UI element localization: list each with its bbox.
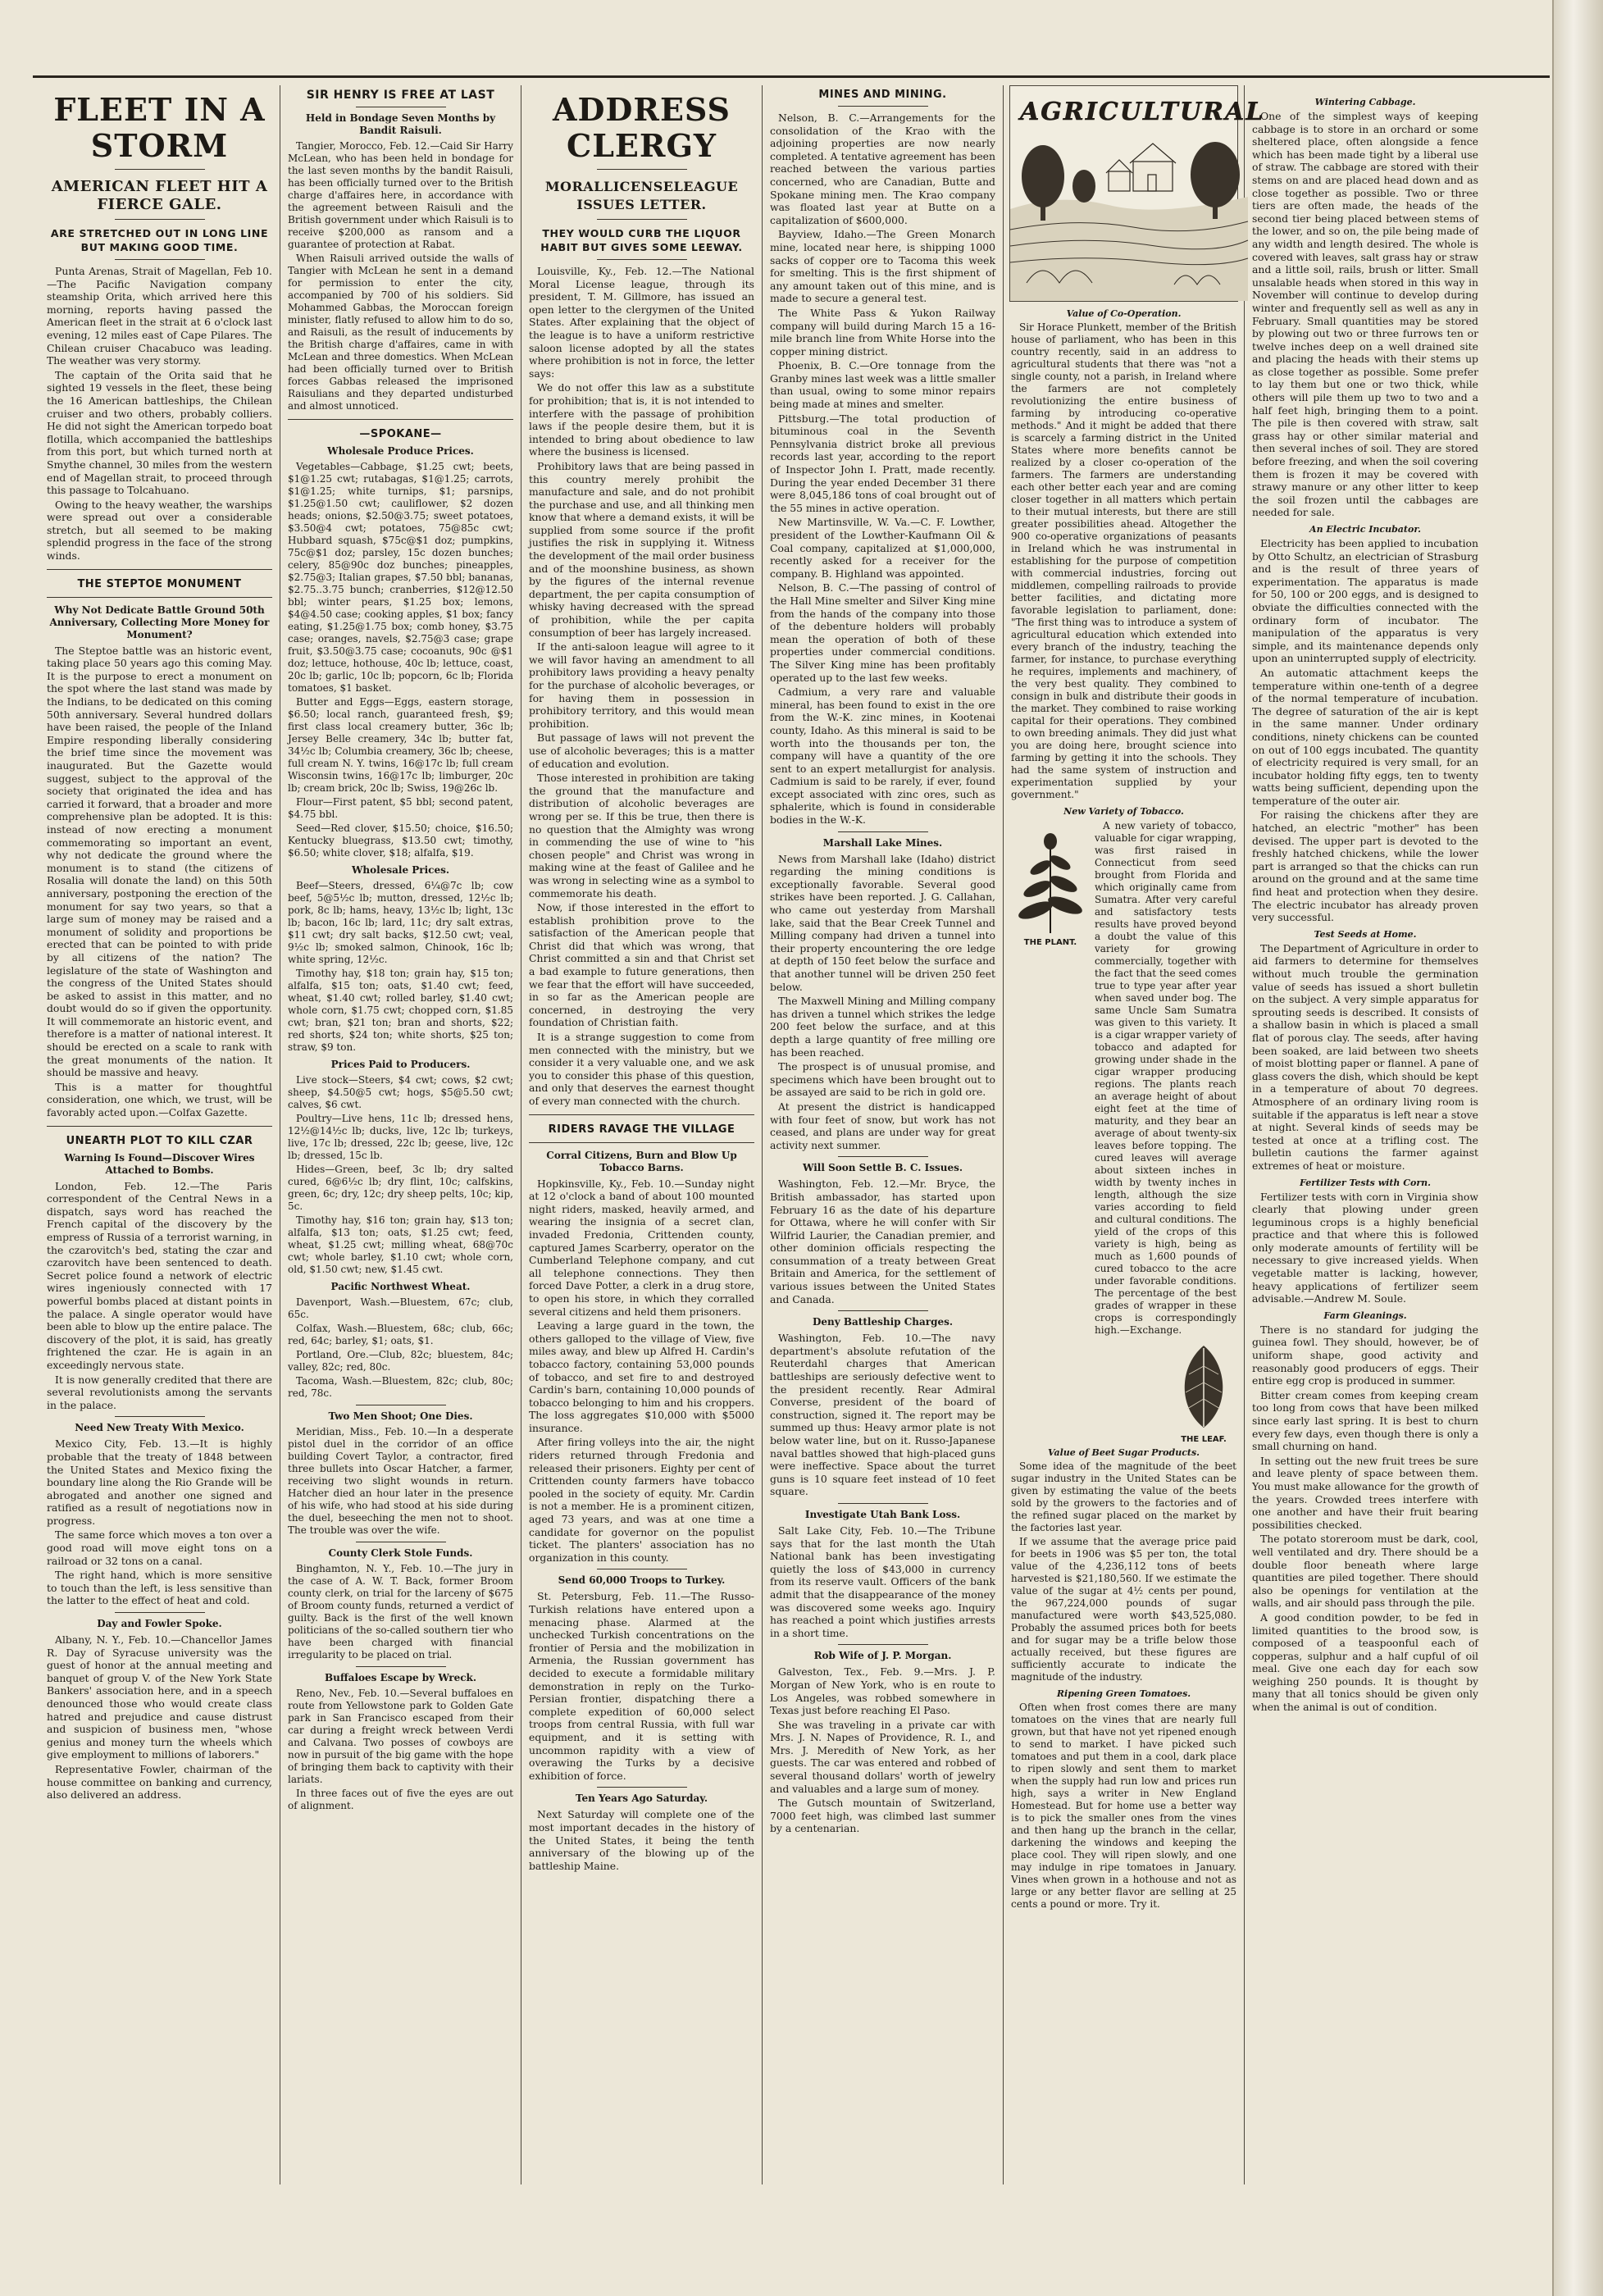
article-paragraph: Leaving a large guard in the town, the others galloped to the village of View, five miles away, and blew up Alfred H. Cardin's tobacco factory, containing 53,000 pounds of tobacco, and set fire to and destroyed Cardin's barn, containing 10,000 pounds of tobacco belonging to him and his croppers. The loss aggregates $10,000 with $5000 insurance. <box>529 1319 754 1434</box>
article-paragraph: This is a matter for thoughtful consideration, one which, we trust, will be favorably acted upon.—Colfax Gazette. <box>47 1080 272 1119</box>
divider <box>838 1310 928 1311</box>
article-paragraph: There is no standard for judging the guinea fowl. They should, however, be of uniform shape, good activity and reasonably good producers of eggs. Their entire egg crop is produced in summer. <box>1252 1323 1478 1387</box>
headline-gleanings: Farm Gleanings. <box>1323 1310 1407 1321</box>
article-paragraph: Some idea of the magnitude of the beet sugar industry in the United States can be given by estimating the value of the beets sold by the growers to the factories and of the refined sugar placed on the market by the factories last year. <box>1011 1460 1236 1533</box>
article-paragraph: Salt Lake City, Feb. 10.—The Tribune says that for the last month the Utah National bank has been investigating quietly the loss of $43,000 in currency from its reserve vault. Officers of the bank admit that the disappearance of the money was discovered some weeks ago. Inquiry has reached a point which justifies arrests in a short time. <box>770 1524 995 1639</box>
divider <box>529 1114 754 1115</box>
article-paragraph: The Department of Agriculture in order to aid farmers to determine for themselves without much trouble the germination value of seeds has issued a short bulletin on the subject. A very simple apparatus for sprouting seeds is described. It consists of a shallow basin in which is placed a small flat of porous clay. The seeds, after having been soaked, are laid between two sheets of moist blotting paper or flannel. A pane of glass covers the dish, which should be kept in a temperature of about 70 degrees. Atmosphere of an ordinary living room is suitable if the apparatus is left near a stove at night. Several kinds of seeds may be tested at once at a trifling cost. The bulletin cautions the farmer against extremes of heat or moisture. <box>1252 941 1478 1172</box>
market-paragraph: Timothy hay, $16 ton; grain hay, $13 ton; alfalfa, $13 ton; oats, $1.25 cwt; feed, wheat, $1.25 cwt; milling wheat, 68@70c cwt; whole barley, $1.10 cwt; whole corn, old, $1.50 cwt; new, $1.45 cwt. <box>288 1214 513 1275</box>
article-paragraph: The Gutsch mountain of Switzerland, 7000 feet high, was climbed last summer by a centenarian. <box>770 1797 995 1835</box>
article-paragraph: Those interested in prohibition are taking the ground that the manufacture and distribution of alcoholic beverages are wrong per se. If this be true, then there is no question that the Almighty was wrong in commending the use of wine to "his chosen people" and Christ was wrong in making wine at the feast of Galilee and he was wrong in selecting wine as a symbol to commemorate his death. <box>529 772 754 900</box>
divider <box>356 1666 446 1667</box>
headline-morgan: Rob Wife of J. P. Morgan. <box>813 1650 952 1662</box>
article-paragraph: Prohibitory laws that are being passed in this country merely prohibit the manufacture and sale, and do not prohibit the purchase and use, and all thinking men know that where a demand exists, it will be supplied from some source if the profit justifies the risk in supplying it. Witness the development of the mail order business and of the moonshine business, as shown by the figures of the internal revenue department, the per capita consumption of whisky having decreased with the spread of prohibition, while the per capita consumption of beer has largely increased. <box>529 459 754 639</box>
article-paragraph: Washington, Feb. 10.—The navy department's absolute refutation of the Reuterdahl charges that American battleships are seriously defective went to the president recently. Rear Admiral Converse, president of the board of construction, signed it. The report may be summed up thus: Heavy armor plate is not below water line, but on it. Russo-Japanese naval battles showed that high-placed guns were ineffective. Space about the turret guns is 10 square feet instead of 10 feet square. <box>770 1332 995 1498</box>
article-paragraph: It is now generally credited that there are several revolutionists among the servants in the palace. <box>47 1373 272 1411</box>
market-paragraph: Portland, Ore.—Club, 82c; bluestem, 84c; valley, 82c; red, 80c. <box>288 1349 513 1373</box>
column-4 <box>763 85 1004 2184</box>
headline-seeds: Test Seeds at Home. <box>1314 928 1417 940</box>
column-3 <box>521 85 763 2184</box>
divider <box>597 219 687 220</box>
headline-fowler: Day and Fowler Spoke. <box>97 1618 222 1630</box>
divider <box>115 169 205 170</box>
tobacco-leaf-figure <box>1171 1342 1236 1444</box>
masthead-title: AGRICULTURAL <box>1020 98 1265 126</box>
tobacco-plant-figure <box>1011 820 1090 947</box>
deck-spokane: Wholesale Produce Prices. <box>327 445 474 457</box>
article-paragraph: Louisville, Ky., Feb. 12.—The National Moral License league, through its president, T. M. Gillmore, has issued an open letter to the clergymen of the United States. After explaining that the object of the league is to have a uniform restrictive saloon license adopted by all the states where prohibition is not in force, the letter says: <box>529 265 754 380</box>
divider <box>838 1156 928 1157</box>
divider <box>115 1416 205 1417</box>
headline-mines: MINES AND MINING. <box>818 89 947 101</box>
headline-bc-issues: Will Soon Settle B. C. Issues. <box>802 1162 963 1174</box>
divider <box>115 1612 205 1613</box>
article-paragraph: When Raisuli arrived outside the walls of Tangier with McLean he sent in a demand for permission to enter the city, accompanied by 700 of his soldiers. Sid Mohammed Gabbas, the Moroccan foreign minister, flatly refused to allow him to do so, and Raisuli, as the result of inducements by the British charge d'affaires, came in with McLean and three domestics. When McLean had been officially turned over to British forces Gabbas released the imprisoned Raisulians and they departed undisturbed and almost unnoticed. <box>288 253 513 412</box>
headline-czar: UNEARTH PLOT TO KILL CZAR <box>66 1134 253 1147</box>
article-paragraph: Now, if those interested in the effort to establish prohibition prove to the satisfaction of the American people that Christ did that which was wrong, that Christ committed a sin and that Christ set a bad example to future generations, then we fear that the effort will have succeeded, in so far as the American people are concerned, in destroying the very foundation of Christian faith. <box>529 901 754 1029</box>
article-paragraph: But passage of laws will not prevent the use of alcoholic beverages; this is a matter of education and evolution. <box>529 731 754 770</box>
article-paragraph: Sir Horace Plunkett, member of the British house of parliament, who has been in this country recently, said in an address to agricultural students that there was "not a single county, not a parish, in Ireland where the farmers are not completely revolutionizing the entire business of farming by introducing co-operative methods." And it might be added that there is scarcely a farming district in the United States where more benefits cannot be realized by a closer co-operation of the farmers. The farmers are understanding each other better each year and are coming closer together in all matters which pertain to their mutual interests, but there are still greater possibilities ahead. Altogether the 900 co-operative organizations of peasants in Ireland which he was instrumental in establishing for the purpose of competition with commercial industries, forcing out middlemen, compelling railroads to provide better facilities, and dictating more favorable legislation to parliament, done: "The first thing was to introduce a system of agricultural education which extended into every branch of the industry, teaching the farmer, for instance, to purchase everything he requires, implements and machinery, of the very best quality. They combined to consign in bulk and distribute their goods in the market. They combined to raise working capital for their operations. They combined to own breeding animals. They did just what you are doing here, brought science into farming by getting it into the schools. They had the same system of instruction and experimentation supplied by your government." <box>1011 321 1236 800</box>
article-paragraph: Binghamton, N. Y., Feb. 10.—The jury in the case of A. W. T. Back, former Broom county clerk, on trial for the larceny of $675 of Broom county funds, returned a verdict of guilty. Back is the first of the well known politicians of the so-called southern tier who have been charged with financial irregularity to be placed on trial. <box>288 1563 513 1660</box>
divider <box>115 259 205 260</box>
article-paragraph: The right hand, which is more sensitive to touch than the left, is less sensitive than the latter to the effect of heat and cold. <box>47 1569 272 1607</box>
market-paragraph: Hides—Green, beef, 3c lb; dry salted cured, 6@6½c lb; dry flint, 10c; calfskins, green, 6c; dry, 12c; dry sheep pelts, 10c; kip, 5c. <box>288 1164 513 1212</box>
deck-fleet-1: AMERICAN FLEET HIT A FIERCE GALE. <box>51 178 268 213</box>
article-paragraph: In setting out the new fruit trees be sure and leave plenty of space between them. You must make allowance for the growth of the years. Crowded trees interfere with one another and have their fruit bearing possibilities checked. <box>1252 1454 1478 1531</box>
article-paragraph: A new variety of tobacco, valuable for cigar wrapping, was first raised in Connecticut from seed brought from Florida and which originally came from Sumatra. After very careful and satisfactory tests results have proved beyond a doubt the value of this variety for growing commercially, together with the fact that the seed comes true to type year after year when saved under bog. The same Uncle Sam Sumatra was given to this variety. It is a cigar wrapper variety of tobacco and adapted for growing under shade in the cigar wrapper producing regions. The plants reach an average height of about eight feet at the time of maturity, and they bear an average of about twenty-six leaves before topping. The cured leaves will average about sixteen inches in width by twenty inches in length, although the size varies according to field and cultural conditions. The yield of the crops of this variety is high, being as much as 1,600 pounds of cured tobacco to the acre under favorable conditions. The percentage of the best grades of wrapper in these crops is correspondingly high.—Exchange. <box>1095 820 1236 1336</box>
article-paragraph: New Martinsville, W. Va.—C. F. Lowther, president of the Lowther-Kaufmann Oil & Coal company, capitalized at $1,000,000, recently asked for a receiver for the company. B. Highland was appointed. <box>770 516 995 580</box>
article-paragraph: The captain of the Orita said that he sighted 19 vessels in the fleet, these being the 16 American battleships, the Chilean cruiser and two others, probably colliers. He did not sight the American torpedo boat flotilla, which accompanied the battleships from this port, but which turned north at Smythe channel, 30 miles from the western end of Magellan strait, to proceed through this passage to Tolcahuano. <box>47 368 272 497</box>
article-paragraph: Next Saturday will complete one of the most important decades in the history of the United States, it being the tenth anniversary of the blowing up of the battleship Maine. <box>529 1808 754 1872</box>
headline-ten-years: Ten Years Ago Saturday. <box>575 1793 708 1805</box>
deck-producers: Prices Paid to Producers. <box>330 1059 471 1070</box>
headline-mexico: Need New Treaty With Mexico. <box>75 1422 244 1434</box>
headline-clerk: County Clerk Stole Funds. <box>328 1547 473 1559</box>
article-paragraph: Phoenix, B. C.—Ore tonnage from the Granby mines last week was a little smaller than usual, owing to some minor repairs being made at mines and smelter. <box>770 359 995 411</box>
page-binding-edge <box>1552 0 1603 2296</box>
market-paragraph: Flour—First patent, $5 bbl; second patent, $4.75 bbl. <box>288 796 513 820</box>
headline-spokane: —SPOKANE— <box>359 428 442 440</box>
caption-plant: THE PLANT. <box>1023 938 1077 947</box>
headline-fleet: FLEET IN A STORM <box>53 91 266 164</box>
article-paragraph: The Maxwell Mining and Milling company has driven a tunnel which strikes the ledge 200 feet below the surface, and at this depth a large quantity of free milling ore has been reached. <box>770 995 995 1059</box>
headline-tobacco: New Variety of Tobacco. <box>1063 806 1184 817</box>
article-paragraph: Bayview, Idaho.—The Green Monarch mine, located near here, is shipping 1000 sacks of copper ore to Tacoma this week for smelting. This is the first shipment of any amount taken out of this mine, and is made to secure a general test. <box>770 228 995 305</box>
headline-cabbage: Wintering Cabbage. <box>1314 97 1416 107</box>
article-paragraph: Mexico City, Feb. 13.—It is highly probable that the treaty of 1848 between the United States and Mexico fixing the boundary line along the Rio Grande will be abrogated and another one signed and ratified as a result of negotiations now in progress. <box>47 1437 272 1527</box>
deck-clergy-2: THEY WOULD CURB THE LIQUOR HABIT BUT GIVES SOME LEEWAY. <box>540 227 743 253</box>
article-paragraph: Tangier, Morocco, Feb. 12.—Caid Sir Harry McLean, who has been held in bondage for the last seven months by the bandit Raisuli, has been officially turned over to the British charge d'affaires here, in accordance with the agreement between Raisuli and the British government under which Raisuli is to receive $200,000 as ransom and a guarantee of protection at Rabat. <box>288 140 513 250</box>
divider <box>47 1126 272 1127</box>
divider <box>838 1644 928 1645</box>
headline-buffalo: Buffaloes Escape by Wreck. <box>324 1672 477 1683</box>
divider <box>115 219 205 220</box>
article-paragraph: Bitter cream comes from keeping cream too long from cows that have been milked since early last spring. It is best to churn every few days, even though there is only a small churning on hand. <box>1252 1388 1478 1453</box>
article-paragraph: The same force which moves a ton over a good road will move eight tons on a railroad or 32 tons on a canal. <box>47 1528 272 1567</box>
article-paragraph: The White Pass & Yukon Railway company will build during March 15 a 16-mile branch line from White Horse into the copper mining district. <box>770 306 995 358</box>
deck-steptoe: Why Not Dedicate Battle Ground 50th Anniversary, Collecting More Money for Monument? <box>49 604 270 640</box>
headline-steptoe: THE STEPTOE MONUMENT <box>77 577 242 590</box>
headline-battleship: Deny Battleship Charges. <box>812 1316 954 1328</box>
article-paragraph: Galveston, Tex., Feb. 9.—Mrs. J. P. Morgan of New York, who is en route to Los Angeles, was robbed somewhere in Texas just before reaching El Paso. <box>770 1665 995 1717</box>
article-paragraph: Owing to the heavy weather, the warships were spread out over a considerable stretch, but all seemed to be making splendid progress in the face of the strong winds. <box>47 498 272 563</box>
tobacco-leaf-icon <box>1171 1342 1236 1432</box>
market-paragraph: Poultry—Live hens, 11c lb; dressed hens, 12½@14½c lb; ducks, live, 12c lb; turkeys, live, 17c lb; dressed, 22c lb; geese, live, 12c lb; dressed, 15c lb. <box>288 1113 513 1161</box>
article-paragraph: The Steptoe battle was an historic event, taking place 50 years ago this coming May. It is the purpose to erect a monument on the spot where the last stand was made by the Indians, to be dedicated on this coming 50th anniversary. Several hundred dollars have been raised, the people of the Inland Empire responding liberally considering the brief time since the movement was inaugurated. But the Gazette would suggest, subject to the approval of the society that originated the idea and has carried it forward, that a broader and more comprehensive plan be adopted. It is this: instead of now erecting a monument commemorating so important an event, why not dedicate the ground where the monument is to stand (the citizens of Rosalia will donate the land) on this 50th anniversary, postponing the erection of the monument for say two years, so that a large sum of money may be raised and a monument of solidity and proportions be erected that can be pointed to with pride by all citizens of the nation? The legislature of the state of Washington and the congress of the United States should be asked to assist in this matter, and no doubt would do so if given the opportunity. It will commemorate an historic event, and therefore is a matter of national interest. It should be erected on a scale to rank with the great monuments of the nation. It should be massive and heavy. <box>47 644 272 1079</box>
article-paragraph: The prospect is of unusual promise, and specimens which have been brought out to be assayed are said to be rich in gold ore. <box>770 1060 995 1099</box>
article-paragraph: Representative Fowler, chairman of the house committee on banking and currency, also delivered an address. <box>47 1762 272 1802</box>
headline-utah: Investigate Utah Bank Loss. <box>804 1508 961 1520</box>
article-paragraph: We do not offer this law as a substitute for prohibition; that is, it is not intended to interfere with the passage of prohibition laws if the people desire them, but it is intended to bring about obedience to law where the business is licensed. <box>529 381 754 458</box>
headline-cooperation: Value of Co-Operation. <box>1066 308 1182 319</box>
article-paragraph: One of the simplest ways of keeping cabbage is to store in an orchard or some sheltered place, often alongside a fence which has been made tight by a liberal use of straw. The cabbage are stored with their stems on and are placed head down and as close together as possible. Two or three tiers are often made, the heads of the second tier being placed between stems of the lower, and so on, the pile being made of any width and length desired. The whole is covered with leaves, salt grass hay or straw and a little soil, rails, brush or litter. Small unsalable heads when stored in this way in November will continue to develop during winter and frequently sell as well as any in February. Small quantities may be stored by plowing out two or three furrows ten or twelve inches deep on a well drained site and placing the heads with their stems up as close together as possible. Some prefer to lay them but one or two thick, while others will pile them up two to two and a half feet high, bringing them to a point. The pile is then covered with straw, salt grass hay or other similar material and then several inches of soil. They are stored before freezing, and when the soil covering them is frozen it may be covered with strawy manure or any other litter to keep the soil frozen until the cabbages are needed for sale. <box>1252 110 1478 519</box>
headline-sir-henry: SIR HENRY IS FREE AT LAST <box>306 89 495 102</box>
caption-leaf: THE LEAF. <box>1181 1435 1227 1444</box>
article-paragraph: St. Petersburg, Feb. 11.—The Russo-Turkish relations have entered upon a menacing phase. Alarmed at the unchecked Turkish concentrations on the frontier of Persia and the mobilization in Armenia, the Russian government has decided to execute a formidable military demonstration in reply on the Turko-Persian frontier, dispatching there a complete expedition of 60,000 select troops from central Russia, with full war equipment, and it is setting with uncommon rapidity with a view of overawing the Turks by a decisive exhibition of force. <box>529 1590 754 1782</box>
headline-beet-sugar: Value of Beet Sugar Products. <box>1047 1447 1200 1458</box>
article-paragraph: Albany, N. Y., Feb. 10.—Chancellor James R. Day of Syracuse university was the guest of honor at the annual meeting and banquet of group V. of the New York State Bankers' association here, and in a speech denounced those who would create class hatred and prejudice and cause distrust and suspicion of business men, "whose genius and money turn the wheels which give employment to millions of laborers." <box>47 1633 272 1761</box>
deck-riders: Corral Citizens, Burn and Blow Up Tobacco Barns. <box>546 1149 737 1173</box>
tobacco-figures <box>1011 820 1236 1338</box>
column-1 <box>39 85 280 2184</box>
divider <box>47 569 272 570</box>
column-layout <box>39 85 1548 2184</box>
deck-fleet-2: ARE STRETCHED OUT IN LONG LINE BUT MAKING GOOD TIME. <box>50 227 269 253</box>
market-paragraph: Beef—Steers, dressed, 6¼@7c lb; cow beef, 5@5½c lb; mutton, dressed, 12½c lb; pork, 8c lb; hams, heavy, 13½c lb; light, 13c lb; bacon, 16c lb; lard, 11c; dry salt extras, $11 cwt; dry salt backs, $12.50 cwt; veal, 9½c lb; smoked salmon, Chinook, 16c lb; white spring, 12½c. <box>288 880 513 965</box>
article-paragraph: At present the district is handicapped with four feet of snow, but work has not ceased, and plans are under way for great activity next summer. <box>770 1100 995 1151</box>
article-paragraph: Meridian, Miss., Feb. 10.—In a desperate pistol duel in the corridor of an office building Covert Taylor, a contractor, fired three bullets into Oscar Hatcher, a farmer, receiving two slight wounds in return. Hatcher died an hour later in the presence of his wife, who had stood at his side during the duel, beseeching the men not to shoot. The trouble was over the wife. <box>288 1426 513 1536</box>
article-paragraph: London, Feb. 12.—The Paris correspondent of the Central News in a dispatch, says word has reached the French capital of the discovery by the empress of Russia of a terrorist warning, in the czarovitch's bed, stating the czar and czarovitch have been sentenced to death. Secret police found a network of electric wires ingeniously connected with 17 powerful bombs placed at distant points in the palace. A single operator would have been able to blow up the entire palace. The discovery of the plot, it is said, has greatly frightened the czar. He is again in an exceedingly nervous state. <box>47 1179 272 1371</box>
article-paragraph: It is a strange suggestion to come from men connected with the ministry, but we consider it a very valuable one, and we ask you to consider this phase of this question, and only that deserves the earnest thought of every man connected with the church. <box>529 1031 754 1107</box>
divider <box>597 169 687 170</box>
divider <box>838 1503 928 1504</box>
headline-fertilizer: Fertilizer Tests with Corn. <box>1300 1177 1431 1188</box>
article-paragraph: She was traveling in a private car with Mrs. J. N. Napes of Providence, R. I., and Mrs. J. Meredith of New York, as her guests. The car was entered and robbed of several thousand dollars' worth of jewelry and valuables and a large sum of money. <box>770 1718 995 1795</box>
headline-shoot: Two Men Shoot; One Dies. <box>328 1410 473 1422</box>
article-paragraph: A good condition powder, to be fed in limited quantities to the brood sow, is composed of a teaspoonful each of copperas, sulphur and a half cupful of oil meal. Give one each day for each sow weighing 250 pounds. It is thought by many that all tonics should be given only when the animal is out of condition. <box>1252 1610 1478 1714</box>
article-paragraph: If the anti-saloon league will agree to it we will favor having an amendment to all prohibitory laws providing a heavy penalty for the purchase of alcoholic beverages, or for having them in possession in prohibitory territory, and this would mean prohibition. <box>529 640 754 730</box>
article-paragraph: The potato storeroom must be dark, cool, well ventilated and dry. There should be a double floor beneath where large quantities are piled together. There should also be openings for ventilation at the walls, and air should pass through the pile. <box>1252 1533 1478 1610</box>
article-paragraph: Fertilizer tests with corn in Virginia show clearly that plowing under green leguminous crops is a highly beneficial practice and that where this is followed only moderate amounts of fertility will be necessary to give increased yields. When vegetable matter is lacking, however, heavy applications of fertilizer seem advisable.—Andrew M. Soule. <box>1252 1190 1478 1305</box>
headline-marshall: Marshall Lake Mines. <box>822 836 943 849</box>
headline-tomatoes: Ripening Green Tomatoes. <box>1056 1688 1191 1699</box>
article-paragraph: After firing volleys into the air, the night riders returned through Fredonia and released their prisoners. Eighty per cent of Crittenden county farmers have tobacco pooled in the society of equity. Mr. Cardin is not a member. He is a prominent citizen, aged 73 years, and was at one time a candidate for governor on the populist ticket. The planters' association has no organization in this county. <box>529 1436 754 1564</box>
deck-clergy-1: MORALLICENSELEAGUE ISSUES LETTER. <box>544 179 739 212</box>
market-paragraph: Colfax, Wash.—Bluestem, 68c; club, 66c; red, 64c; barley, $1; oats, $1. <box>288 1323 513 1346</box>
article-paragraph: Washington, Feb. 12.—Mr. Bryce, the British ambassador, has started upon February 16 as the date of his departure for Ottawa, where he will confer with Sir Wilfrid Laurier, the Canadian premier, and other dominion officials respecting the consummation of a treaty between Great Britain and America, for the settlement of various issues between the United States and Canada. <box>770 1178 995 1305</box>
divider <box>838 831 928 832</box>
article-paragraph: Hopkinsville, Ky., Feb. 10.—Sunday night at 12 o'clock a band of about 100 mounted night riders, masked, heavily armed, and wearing the insignia of a secret clan, invaded Fredonia, Crittenden county, captured James Scarberry, operator on the Cumberland Telephone company, and cut all telephone connections. They then forced Dave Potter, a clerk in a drug store, to open his store, in which they corralled several citizens and held them prisoners. <box>529 1177 754 1318</box>
article-paragraph: If we assume that the average price paid for beets in 1906 was $5 per ton, the total value of the 4,236,112 tons of beets harvested is $21,180,560. If we estimate the value of the sugar at 4½ cents per pound, the 967,224,000 pounds of sugar manufactured were worth $43,525,080. Probably the assumed prices both for beets and for sugar may be a trifle below those actually received, but these figures are sufficiently accurate to indicate the magnitude of the industry. <box>1011 1536 1236 1683</box>
deck-wholesale: Wholesale Prices. <box>351 864 450 876</box>
tobacco-plant-icon <box>1011 820 1090 935</box>
article-paragraph: Reno, Nev., Feb. 10.—Several buffaloes en route from Yellowstone park to Golden Gate park in San Francisco escaped from their car during a freight wreck between Verdi and Calvana. Two posses of cowboys are now in pursuit of the big game with the hope of bringing them back to captivity with their lariats. <box>288 1688 513 1785</box>
article-paragraph: Pittsburg.—The total production of bituminous coal in the Seventh Pennsylvania district broke all previous records last year, according to the report of Inspector John I. Pratt, made recently. During the year ended December 31 there were 8,045,186 tons of coal brought out of the 55 mines in active operation. <box>770 412 995 514</box>
agricultural-masthead <box>1009 85 1265 302</box>
divider <box>597 259 687 260</box>
column-5 <box>1004 85 1265 2184</box>
market-paragraph: Vegetables—Cabbage, $1.25 cwt; beets, $1@1.25 cwt; rutabagas, $1@1.25; carrots, $1@1.25; white turnips, $1; parsnips, $1.25@1.50 cwt; cauliflower, $2 dozen heads; onions, $2.50@3.75; sweet potatoes, $3.50@4 cwt; potatoes, 75@85c cwt; Hubbard squash, $75c@$1 doz; pumpkins, 75c@$1 doz; parsley, 15c dozen bunches; celery, 85@90c doz bunches; pineapples, $2.75@3; Italian grapes, $7.50 bbl; bananas, $2.75..3.75 bunch; cranberries, $12@12.50 bbl; winter pears, $1.25 box; lemons, $4@4.50 case; cooking apples, $1 box; fancy eating, $1.25@1.75 box; comb honey, $3.75 case; oranges, navels, $2.75@3 case; grape fruit, $3.50@3.75 case; cocoanuts, 90c @$1 doz; lettuce, hothouse, 40c lb; lettuce, coast, 20c lb; garlic, 10c lb; popcorn, 6c lb; Florida tomatoes, $1 basket. <box>288 461 513 694</box>
market-paragraph: Seed—Red clover, $15.50; choice, $16.50; Kentucky bluegrass, $13.50 cwt; timothy, $6.50; white clover, $18; alfalfa, $19. <box>288 822 513 859</box>
article-paragraph: In three faces out of five the eyes are out of alignment. <box>288 1788 513 1811</box>
article-paragraph: An automatic attachment keeps the temperature within one-tenth of a degree of the normal temperature of incubation. The degree of saturation of the air is kept in the same manner. Under ordinary conditions, ninety chickens can be counted on out of 100 eggs incubated. The quantity of electricity required is very small, for an incubator holding fifty eggs, ten to twenty watts being sufficient, depending upon the temperature of the outer air. <box>1252 666 1478 807</box>
divider <box>288 419 513 420</box>
article-paragraph: Cadmium, a very rare and valuable mineral, has been found to exist in the ore from the W.-K. zinc mines, in Kootenai county, Idaho. As this mineral is said to be worth into the thousands per ton, the company will have a quantity of the ore sent to an expert metallurgist for analysis. Cadmium is said to be rarely, if ever, found except associated with zinc ores, such as sphalerite, which is found in considerable bodies in the W.-K. <box>770 686 995 827</box>
column-6 <box>1245 85 1486 2184</box>
article-paragraph: Nelson, B. C.—The passing of control of the Hall Mine smelter and Silver King mine from the hands of the company into those of the debenture holders will probably mean the operation of both of these properties under commercial conditions. The Silver King mine has been profitably operated up to the last few weeks. <box>770 581 995 684</box>
article-paragraph: For raising the chickens after they are hatched, an electric "mother" has been devised. The upper part is devoted to the freshly hatched chickens, while the lower part is arranged so that the chicks can run around on the ground and at the same time find heat and protection when they desire. The electric incubator has already proven very successful. <box>1252 809 1478 924</box>
headline-wheat: Pacific Northwest Wheat. <box>330 1281 471 1292</box>
headline-riders: RIDERS RAVAGE THE VILLAGE <box>548 1123 735 1136</box>
market-paragraph: Tacoma, Wash.—Bluestem, 82c; club, 80c; red, 78c. <box>288 1375 513 1399</box>
article-paragraph: Often when frost comes there are many tomatoes on the vines that are nearly full grown, but that have not yet ripened enough to send to market. I have picked such tomatoes and put them in a cool, dark place to ripen slowly and sent them to market when the supply had run low and prices run high, says a writer in New England Homestead. But for home use a better way is to pick the smaller ones from the vines and then hang up the branch in the cellar, darkening the windows and keeping the place cool. They will ripen slowly, and one may indulge in ripe tomatoes in January. Vines when grown in a hothouse and not as large or any better flavor are selling at 25 cents a pound or more. Try it. <box>1011 1702 1236 1910</box>
divider <box>47 597 272 598</box>
divider <box>838 106 928 107</box>
article-paragraph: Punta Arenas, Strait of Magellan, Feb 10.—The Pacific Navigation company steamship Orita, which arrived here this morning, reports having passed the American fleet in the strait at 6 o'clock last evening, 12 miles east of Cape Pilares. The Chilean cruiser Chacabuco was leading. The weather was very stormy. <box>47 265 272 367</box>
article-paragraph: News from Marshall lake (Idaho) district regarding the mining conditions is exceptionally favorable. Several good strikes have been reported. J. G. Callahan, who came out yesterday from Marshall lake, said that the Bear Creek Tunnel and Milling company had driven a tunnel into their property encountering the ore ledge at depth of 150 feet below the surface and that another tunnel will be driven 250 feet below. <box>770 852 995 993</box>
headline-address-clergy: ADDRESS CLERGY <box>553 91 731 164</box>
market-paragraph: Live stock—Steers, $4 cwt; cows, $2 cwt; sheep, $4.50@5 cwt; hogs, $5@5.50 cwt; calves, $6 cwt. <box>288 1074 513 1110</box>
market-paragraph: Davenport, Wash.—Bluestem, 67c; club, 65c. <box>288 1296 513 1320</box>
column-2 <box>280 85 521 2184</box>
article-paragraph: Electricity has been applied to incubation by Otto Schultz, an electrician of Strasburg and is the result of three years of experimentation. The apparatus is made for 50, 100 or 200 eggs, and is designed to obviate the difficulties connected with the ordinary form of incubator. The manipulation of the apparatus is very simple, and its maintenance depends only upon an uninterrupted supply of electricity. <box>1252 537 1478 665</box>
deck-sir-henry: Held in Bondage Seven Months by Bandit Raisuli. <box>305 112 496 136</box>
deck-czar: Warning Is Found—Discover Wires Attached to Bombs. <box>64 1151 255 1176</box>
article-paragraph: Nelson, B. C.—Arrangements for the consolidation of the Krao with the adjoining properties are now nearly completed. A tentative agreement has been reached between the various parties concerned, who are Canadian, Butte and Spokane mining men. The Krao company was floated last year at Butte on a capitalization of $600,000. <box>770 112 995 226</box>
headline-incubator: An Electric Incubator. <box>1309 524 1421 535</box>
market-paragraph: Timothy hay, $18 ton; grain hay, $15 ton; alfalfa, $15 ton; oats, $1.40 cwt; feed, wheat, $1.40 cwt; rolled barley, $1.40 cwt; whole corn, $1.75 cwt; chopped corn, $1.85 cwt; bran, $21 ton; bran and shorts, $22; red shorts, $24 ton; white shorts, $25 ton; straw, $9 ton. <box>288 968 513 1053</box>
divider <box>529 1142 754 1143</box>
divider <box>597 1787 687 1788</box>
headline-troops: Send 60,000 Troops to Turkey. <box>558 1574 726 1587</box>
market-paragraph: Butter and Eggs—Eggs, eastern storage, $6.50; local ranch, guaranteed fresh, $9; first class local creamery butter, 36c lb; Jersey Belle creamery, 34c lb; butter fat, 34½c lb; Columbia creamery, 36c lb; cheese, full cream N. Y. twins, 16@17c lb; full cream Wisconsin twins, 16@17c lb; limburger, 20c lb; cream brick, 20c lb; Swiss, 19@26c lb. <box>288 696 513 794</box>
top-rule <box>33 75 1550 78</box>
